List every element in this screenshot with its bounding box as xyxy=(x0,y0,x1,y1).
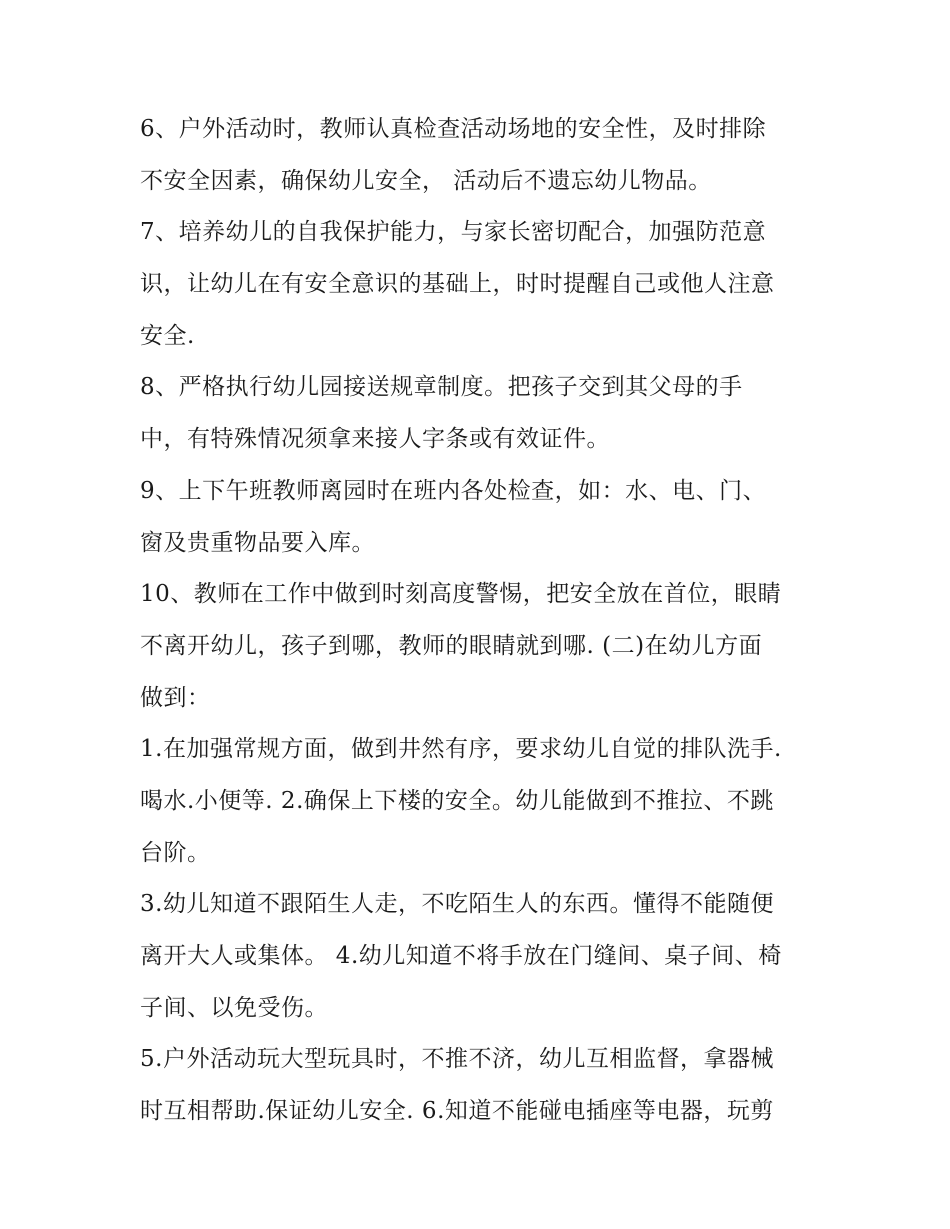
text-line: 7、培养幼儿的自我保护能力，与家长密切配合，加强防范意 xyxy=(140,219,767,246)
text-line: 9、上下午班教师离园时在班内各处检查，如：水、电、门、 xyxy=(140,477,767,504)
text-line: 3.幼儿知道不跟陌生人走，不吃陌生人的东西。懂得不能随便 xyxy=(140,891,774,918)
document-body xyxy=(140,104,840,1138)
text-line: 8、严格执行幼儿园接送规章制度。把孩子交到其父母的手 xyxy=(140,374,743,401)
text-line: 窗及贵重物品要入库。 xyxy=(140,529,375,556)
text-line: 安全. xyxy=(140,322,195,349)
text-line: 子间、以免受伤。 xyxy=(140,994,328,1021)
text-line: 10、教师在工作中做到时刻高度警惕，把安全放在首位，眼睛 xyxy=(140,581,782,608)
text-line: 中，有特殊情况须拿来接人字条或有效证件。 xyxy=(140,426,610,453)
text-line: 6、户外活动时，教师认真检查活动场地的安全性，及时排除 xyxy=(140,116,767,142)
text-line: 离开大人或集体。 4.幼儿知道不将手放在门缝间、桌子间、椅 xyxy=(140,943,782,969)
text-line: 时互相帮助.保证幼儿安全. 6.知道不能碰电插座等电器，玩剪 xyxy=(140,1098,774,1125)
text-line: 台阶。 xyxy=(140,839,211,866)
text-line: 不离开幼儿，孩子到哪，教师的眼睛就到哪. (二)在幼儿方面 xyxy=(140,632,763,659)
text-line: 喝水.小便等. 2.确保上下楼的安全。幼儿能做到不推拉、不跳 xyxy=(140,787,774,814)
text-line: 做到： xyxy=(140,684,211,711)
text-line: 1.在加强常规方面，做到井然有序，要求幼儿自觉的排队洗手. xyxy=(140,736,782,763)
text-line: 识，让幼儿在有安全意识的基础上，时时提醒自己或他人注意 xyxy=(140,271,775,298)
text-line: 不安全因素，确保幼儿安全， 活动后不遗忘幼儿物品。 xyxy=(140,167,712,194)
text-line: 5.户外活动玩大型玩具时，不推不济，幼儿互相监督，拿器械 xyxy=(140,1046,774,1073)
